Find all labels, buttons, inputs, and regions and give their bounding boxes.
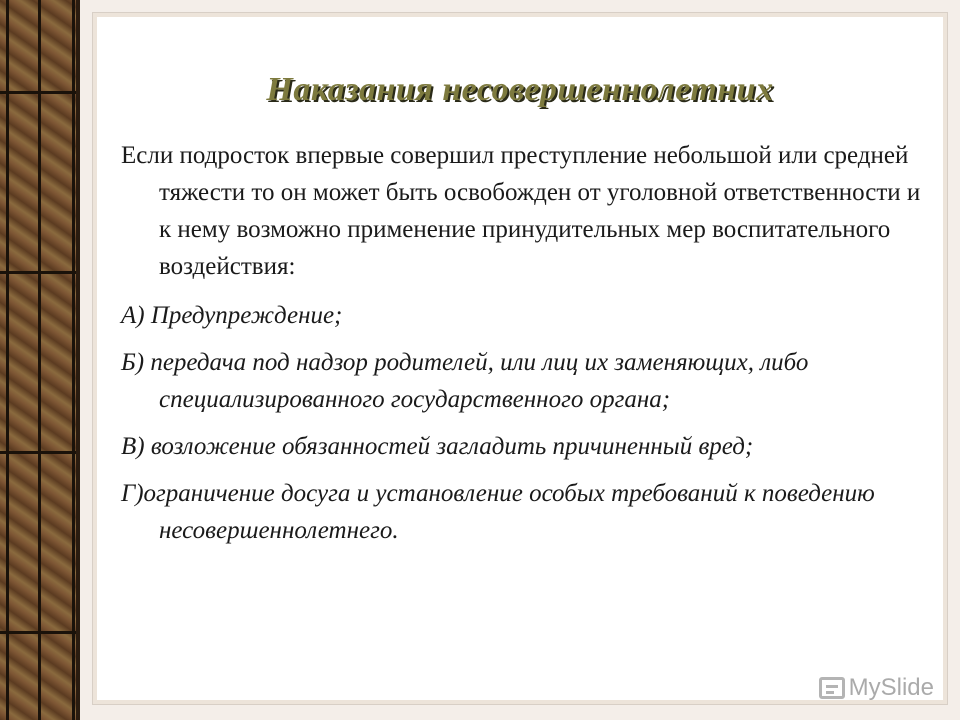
watermark-logo <box>819 674 934 702</box>
list-item-d: Г)ограничение досуга и установление особых требований к поведению несовершеннолетнего. <box>121 480 875 544</box>
list-item-a: А) Предупреждение; <box>121 302 343 329</box>
list-item-b: Б) передача под надзор родителей, или лиц их заменяющих, либо специализированного государственного органа; <box>121 349 809 413</box>
slide-title: Наказания несовершеннолетних <box>266 71 774 108</box>
watermark-text: MySlide <box>848 674 934 701</box>
decorative-side-strip <box>0 0 80 720</box>
intro-paragraph: Если подросток впервые совершил преступление небольшой или средней тяжести то он может быть освобожден от уголовной ответственности и к нему возможно применение принудительных мер воспитательного воздействия: <box>121 142 921 280</box>
slide-content-panel <box>92 12 948 705</box>
list-item-c: В) возложение обязанностей загладить причиненный вред; <box>121 433 754 460</box>
myslide-logo-icon <box>819 677 845 699</box>
slide-body <box>121 137 921 559</box>
